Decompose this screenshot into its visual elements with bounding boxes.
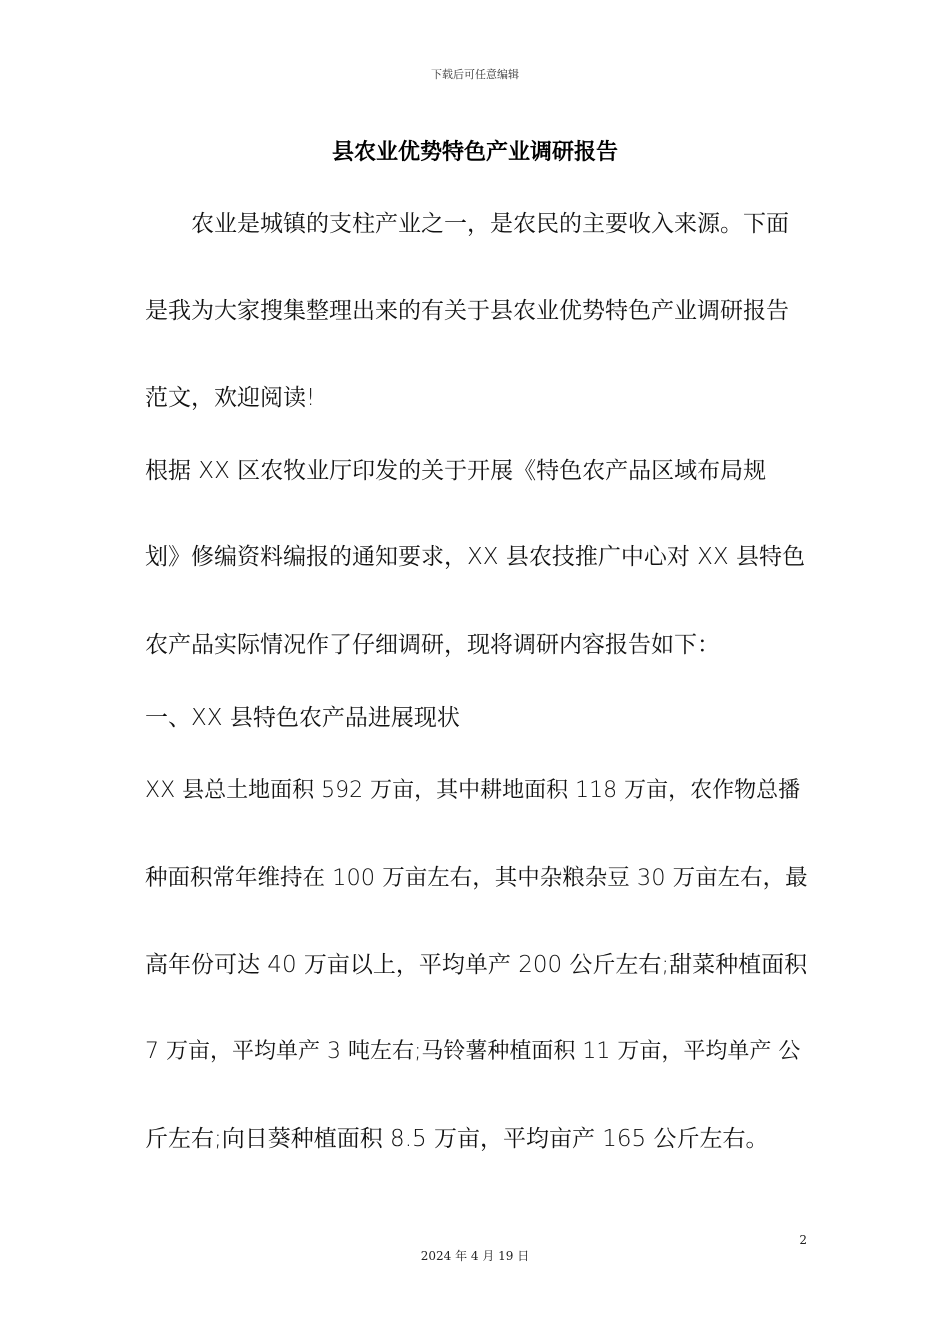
section-heading-1: 一、XX 县特色农产品进展现状: [145, 705, 460, 731]
body-line-9: 种面积常年维持在 100 万亩左右，其中杂粮杂豆 30 万亩左右，最: [145, 865, 808, 891]
body-line-4: 根据 XX 区农牧业厅印发的关于开展《特色农产品区域布局规: [145, 458, 767, 484]
body-line-6: 农产品实际情况作了仔细调研，现将调研内容报告如下：: [145, 632, 720, 658]
page-number: 2: [799, 1233, 807, 1247]
body-line-3: 范文，欢迎阅读!: [145, 385, 316, 411]
header-note: 下载后可任意编辑: [431, 68, 519, 81]
document-title: 县农业优势特色产业调研报告: [331, 140, 618, 165]
body-line-10: 高年份可达 40 万亩以上，平均单产 200 公斤左右;甜菜种植面积: [145, 952, 808, 978]
body-line-8: XX 县总土地面积 592 万亩，其中耕地面积 118 万亩，农作物总播: [145, 778, 801, 803]
body-line-5: 划》修编资料编报的通知要求，XX 县农技推广中心对 XX 县特色: [145, 544, 805, 570]
body-line-2: 是我为大家搜集整理出来的有关于县农业优势特色产业调研报告: [145, 298, 789, 324]
body-line-11: 7 万亩，平均单产 3 吨左右;马铃薯种植面积 11 万亩，平均单产 公: [145, 1039, 801, 1064]
footer-date: 2024 年 4 月 19 日: [420, 1249, 530, 1263]
body-line-1: 农业是城镇的支柱产业之一，是农民的主要收入来源。下面: [145, 211, 789, 237]
body-line-12: 斤左右;向日葵种植面积 8.5 万亩，平均亩产 165 公斤左右。: [145, 1126, 769, 1152]
